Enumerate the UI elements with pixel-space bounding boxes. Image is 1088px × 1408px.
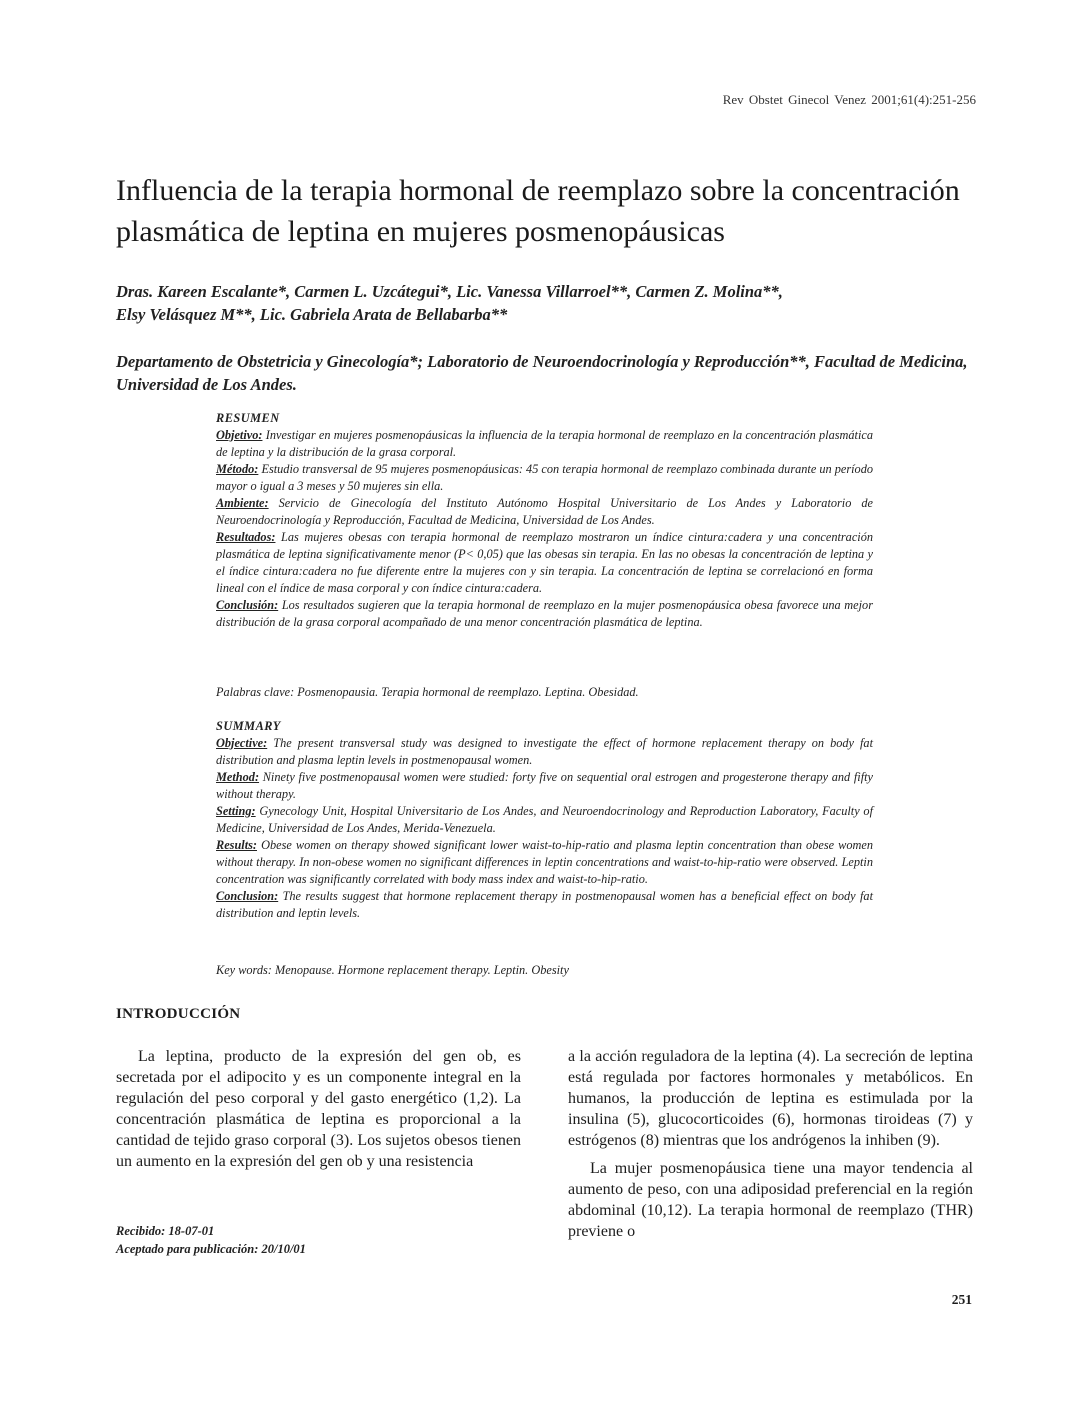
intro-paragraph-1-continued: a la acción reguladora de la leptina (4). La secreción de leptina está regulada por factores hormonales y metabólicos. En humanos, la producción de leptina es estimulada por la insulina (5), glucocorticoides (6), hormonas tiroideas (7) y estrógenos (8) mientras que los andrógenos la inhiben (9).	[568, 1048, 973, 1149]
resumen-heading: RESUMEN	[216, 411, 280, 425]
key-words-text: Key words: Menopause. Hormone replacement therapy. Leptin. Obesity	[216, 963, 569, 977]
accepted-date: Aceptado para publicación: 20/10/01	[116, 1242, 306, 1256]
resumen-abstract	[216, 410, 873, 631]
resumen-metodo-label: Método:	[216, 462, 259, 476]
introduccion-heading: INTRODUCCIÓN	[116, 1006, 241, 1022]
resumen-resultados	[216, 529, 873, 597]
resumen-metodo	[216, 461, 873, 495]
summary-conclusion-text: The results suggest that hormone replacement therapy in postmenopausal women has a beneficial effect on body fat distribution and leptin levels.	[216, 889, 873, 920]
affiliation: Departamento de Obstetricia y Ginecología*; Laboratorio de Neuroendocrinología y Reproducción**, Facultad de Medicina, Universidad de Los Andes.	[116, 352, 968, 394]
palabras-clave	[216, 684, 873, 701]
summary-results-label: Results:	[216, 838, 257, 852]
summary-conclusion-label: Conclusion:	[216, 889, 279, 903]
intro-paragraph-1: La leptina, producto de la expresión del gen ob, es secretada por el adipocito y es un componente integral en la regulación del peso corporal y del gasto energético (1,2). La concentración plasmática de leptina es proporcional a la cantidad de tejido graso corporal (3). Los sujetos obesos tienen un aumento en la expresión del gen ob y una resistencia	[116, 1048, 521, 1170]
resumen-ambiente	[216, 495, 873, 529]
resumen-conclusion-text: Los resultados sugieren que la terapia hormonal de reemplazo en la mujer posmenopáusica obesa favorece una mejor distribución de la grasa corporal acompañado de una menor concentración plasmática de leptina.	[216, 598, 873, 629]
author-line-2: Elsy Velásquez M**, Lic. Gabriela Arata de Bellabarba**	[116, 305, 508, 324]
summary-setting-label: Setting:	[216, 804, 256, 818]
submission-dates	[116, 1222, 306, 1258]
resumen-conclusion-label: Conclusión:	[216, 598, 279, 612]
summary-heading: SUMMARY	[216, 719, 281, 733]
summary-setting-text: Gynecology Unit, Hospital Universitario de Los Andes, and Neuroendocrinology and Reproduction Laboratory, Faculty of Medicine, Universidad de Los Andes, Merida-Venezuela.	[216, 804, 873, 835]
summary-method-text: Ninety five postmenopausal women were studied: forty five on sequential oral estrogen and progesterone therapy and fifty without therapy.	[216, 770, 873, 801]
palabras-clave-text: Palabras clave: Posmenopausia. Terapia hormonal de reemplazo. Leptina. Obesidad.	[216, 685, 639, 699]
summary-setting	[216, 803, 873, 837]
journal-reference: Rev Obstet Ginecol Venez 2001;61(4):251-256	[722, 92, 976, 107]
intro-paragraph-2: La mujer posmenopáusica tiene una mayor tendencia al aumento de peso, con una adiposidad preferencial en la región abdominal (10,12). La terapia hormonal de reemplazo (THR) previene o	[568, 1160, 973, 1240]
body-column-right	[568, 1046, 973, 1242]
summary-method-label: Method:	[216, 770, 260, 784]
resumen-objetivo-label: Objetivo:	[216, 428, 263, 442]
summary-abstract	[216, 718, 873, 922]
author-list	[116, 280, 976, 326]
summary-objective-label: Objective:	[216, 736, 268, 750]
received-date: Recibido: 18-07-01	[116, 1224, 215, 1238]
resumen-metodo-text: Estudio transversal de 95 mujeres posmenopáusicas: 45 con terapia hormonal de reemplazo combinada durante un período mayor o igual a 3 meses y 50 mujeres sin ella.	[216, 462, 873, 493]
summary-results-text: Obese women on therapy showed significant lower waist-to-hip-ratio and plasma leptin concentration than obese women without therapy. In non-obese women no significant differences in leptin concentrations and waist-to-hip-ratio were observed. Leptin concentration was significantly correlated with body mass index and waist-to-hip-ratio.	[216, 838, 873, 886]
resumen-objetivo-text: Investigar en mujeres posmenopáusicas la influencia de la terapia hormonal de reemplazo en la concentración plasmática de leptina y la distribución de la grasa corporal.	[216, 428, 873, 459]
summary-conclusion	[216, 888, 873, 922]
summary-method	[216, 769, 873, 803]
summary-results	[216, 837, 873, 888]
page-number: 251	[951, 1292, 972, 1307]
resumen-resultados-label: Resultados:	[216, 530, 276, 544]
resumen-resultados-text: Las mujeres obesas con terapia hormonal de reemplazo mostraron un índice cintura:cadera y una concentración plasmática de leptina significativamente menor (P< 0,05) que las obesas sin terapia. En las no obesas la concentración de leptina y el índice cintura:cadera no fue diferente entre la mujeres con y sin terapia. La concentración de leptina se correlacionó en forma lineal con el índice de masa corporal y con índice cintura:cadera.	[216, 530, 873, 595]
key-words	[216, 962, 873, 979]
author-line-1: Dras. Kareen Escalante*, Carmen L. Uzcátegui*, Lic. Vanessa Villarroel**, Carmen Z. Molina**,	[116, 282, 783, 301]
resumen-conclusion	[216, 597, 873, 631]
article-title: Influencia de la terapia hormonal de reemplazo sobre la concentración plasmática de leptina en mujeres posmenopáusicas	[116, 174, 960, 248]
body-column-left	[116, 1046, 521, 1172]
resumen-objetivo	[216, 427, 873, 461]
resumen-ambiente-label: Ambiente:	[216, 496, 269, 510]
resumen-ambiente-text: Servicio de Ginecología del Instituto Autónomo Hospital Universitario de Los Andes y Laboratorio de Neuroendocrinología y Reproducción, Facultad de Medicina, Universidad de Los Andes.	[216, 496, 873, 527]
summary-objective	[216, 735, 873, 769]
summary-objective-text: The present transversal study was designed to investigate the effect of hormone replacement therapy on body fat distribution and plasma leptin levels in postmenopausal women.	[216, 736, 873, 767]
